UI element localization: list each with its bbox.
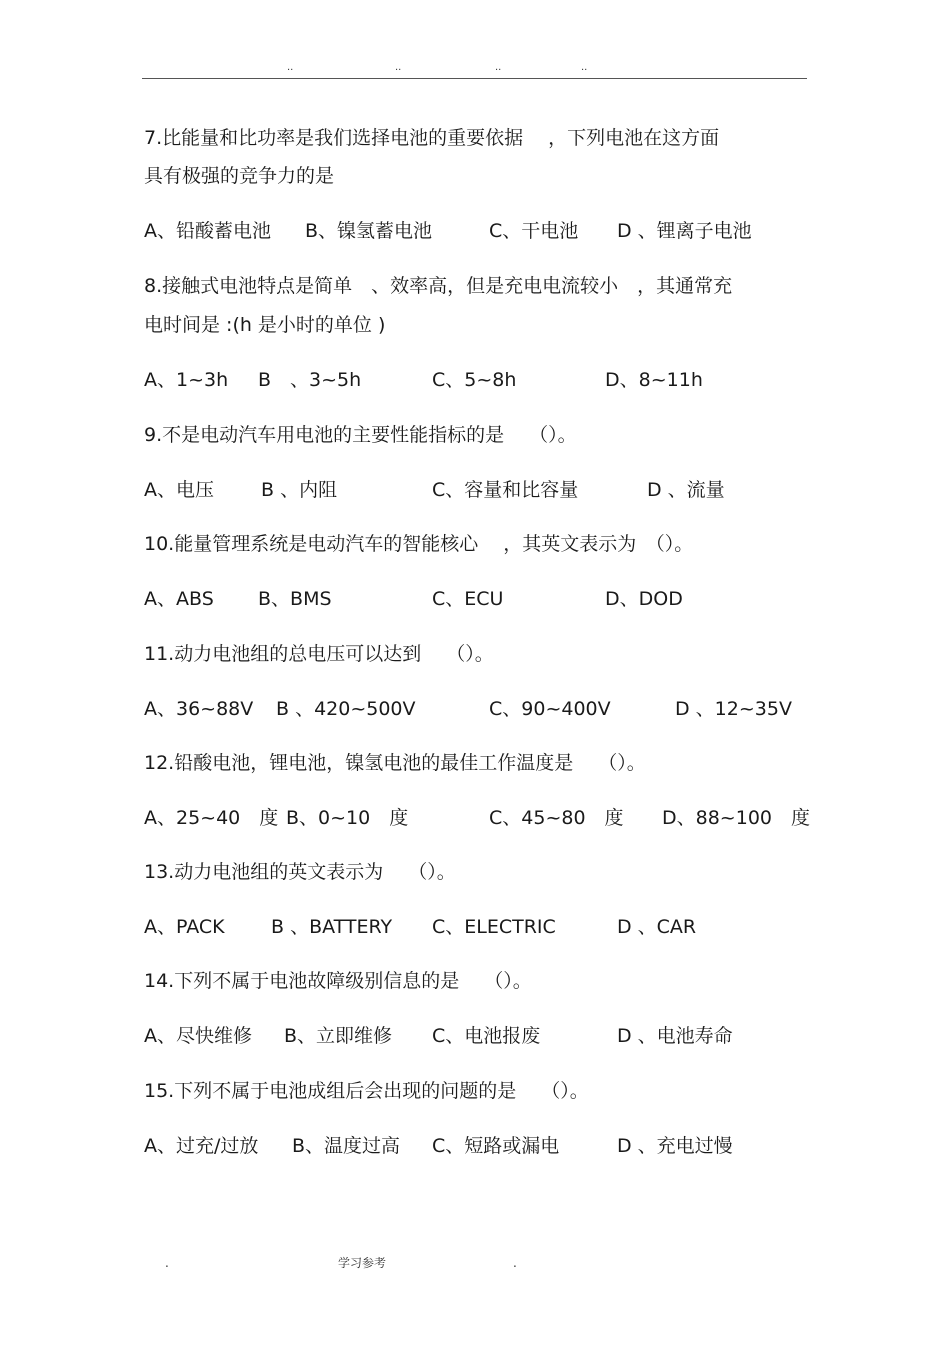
question-text: 具有极强的竞争力的是	[144, 165, 335, 187]
footer-left-mark: .	[165, 1256, 169, 1270]
option-c: C、电池报废	[432, 1025, 541, 1047]
header-mark: ..	[495, 62, 502, 73]
option-b: B、BMS	[258, 588, 332, 610]
option-a: A、25~40 度	[144, 807, 279, 829]
footer-label: 学习参考	[338, 1256, 387, 1270]
option-d: D 、电池寿命	[617, 1025, 733, 1047]
option-d: D、8~11h	[605, 369, 703, 391]
header-mark: ..	[287, 62, 294, 73]
option-b: B、立即维修	[284, 1025, 393, 1047]
option-c: C、5~8h	[432, 369, 517, 391]
option-c: C、90~400V	[489, 698, 611, 720]
option-c: C、干电池	[489, 220, 579, 242]
option-c: C、容量和比容量	[432, 479, 579, 501]
option-a: A、1~3h	[144, 369, 229, 391]
option-c: C、ECU	[432, 588, 504, 610]
option-a: A、过充/过放	[144, 1135, 259, 1157]
option-d: D、DOD	[605, 588, 683, 610]
question-text: 12.铅酸电池，锂电池，镍氢电池的最佳工作温度是 （）。	[144, 752, 646, 774]
option-a: A、ABS	[144, 588, 214, 610]
option-d: D 、充电过慢	[617, 1135, 733, 1157]
option-c: C、ELECTRIC	[432, 916, 556, 938]
option-d: D 、CAR	[617, 916, 697, 938]
option-b: B 、内阻	[261, 479, 338, 501]
footer-right-mark: .	[513, 1256, 517, 1270]
header-rule	[142, 78, 807, 79]
question-text: 8.接触式电池特点是简单 、效率高，但是充电电流较小 ，其通常充	[144, 275, 733, 297]
option-d: D 、12~35V	[675, 698, 792, 720]
question-text: 11.动力电池组的总电压可以达到 （）。	[144, 643, 494, 665]
option-c: C、短路或漏电	[432, 1135, 560, 1157]
option-d: D 、流量	[647, 479, 725, 501]
header-mark: ..	[581, 62, 588, 73]
option-d: D 、锂离子电池	[617, 220, 752, 242]
option-b: B、镍氢蓄电池	[305, 220, 433, 242]
question-text: 9.不是电动汽车用电池的主要性能指标的是 （）。	[144, 424, 577, 446]
option-a: A、PACK	[144, 916, 225, 938]
header-mark: ..	[395, 62, 402, 73]
option-a: A、36~88V	[144, 698, 254, 720]
option-b: B、0~10 度	[286, 807, 409, 829]
option-a: A、尽快维修	[144, 1025, 252, 1047]
option-c: C、45~80 度	[489, 807, 624, 829]
option-b: B 、3~5h	[258, 369, 362, 391]
option-b: B、温度过高	[292, 1135, 401, 1157]
question-text: 13.动力电池组的英文表示为 （）。	[144, 861, 456, 883]
question-text: 10.能量管理系统是电动汽车的智能核心 ，其英文表示为 （）。	[144, 533, 694, 555]
option-a: A、电压	[144, 479, 214, 501]
question-text: 15.下列不属于电池成组后会出现的问题的是 （）。	[144, 1080, 589, 1102]
option-b: B 、BATTERY	[271, 916, 393, 938]
option-b: B 、420~500V	[276, 698, 416, 720]
option-a: A、铅酸蓄电池	[144, 220, 271, 242]
question-text: 7.比能量和比功率是我们选择电池的重要依据 ，下列电池在这方面	[144, 127, 720, 149]
question-text: 14.下列不属于电池故障级别信息的是 （）。	[144, 970, 532, 992]
option-d: D、88~100 度	[662, 807, 810, 829]
question-text: 电时间是 :(h 是小时的单位 )	[144, 314, 386, 336]
